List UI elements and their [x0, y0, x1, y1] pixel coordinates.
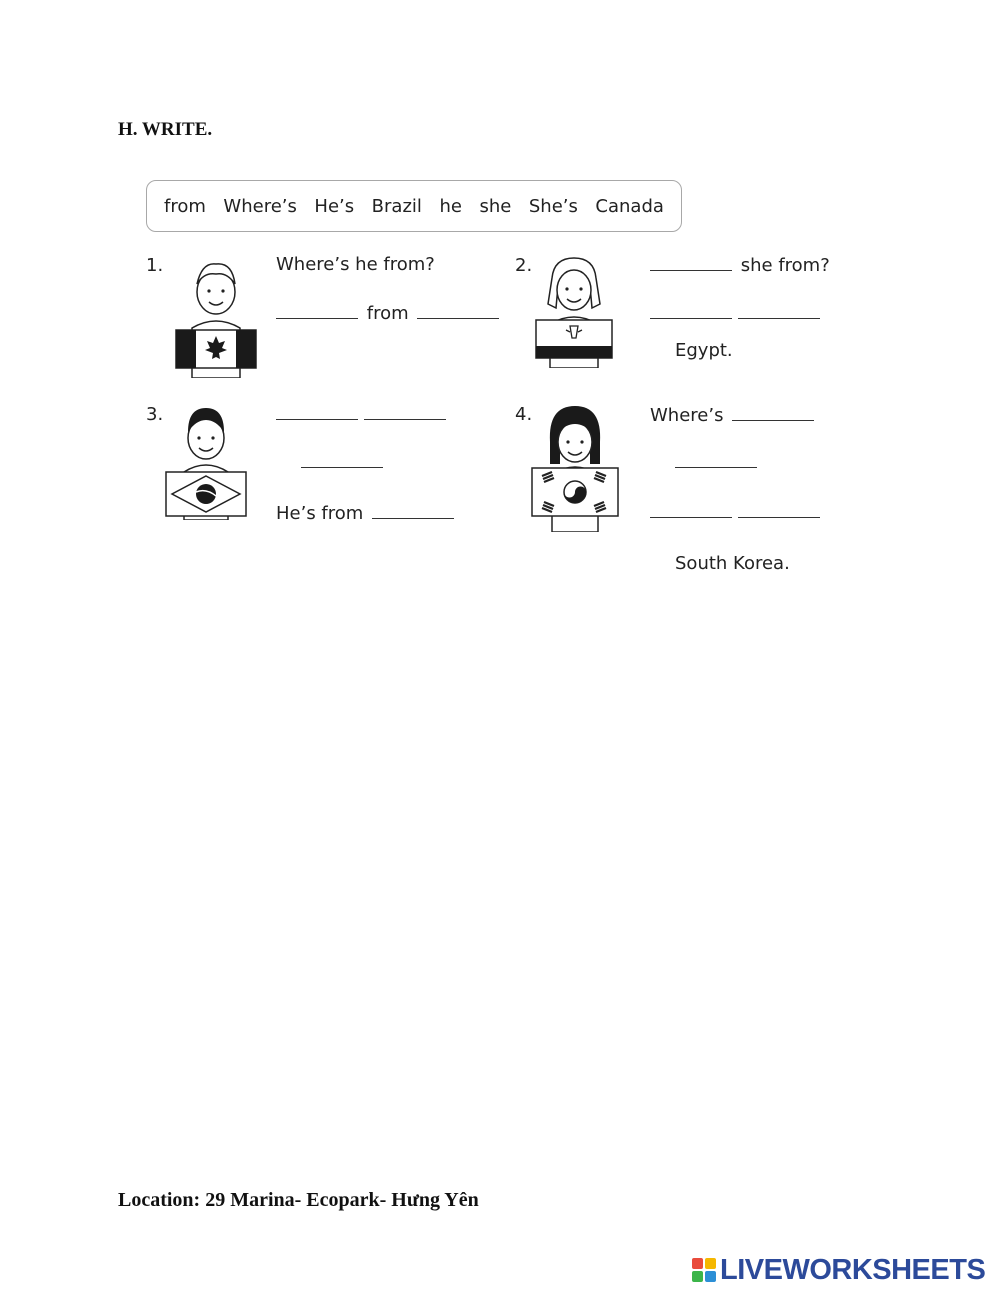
boy-brazil-flag-picture: [162, 404, 250, 520]
word-bank-item: she: [479, 195, 512, 217]
girl-egypt-flag-picture: [532, 252, 616, 368]
answer-blank[interactable]: [738, 318, 820, 319]
answer-blank[interactable]: [650, 318, 732, 319]
word-bank-item: Canada: [595, 195, 664, 217]
answer-blank[interactable]: [650, 270, 732, 271]
brand-watermark: [692, 1253, 985, 1287]
answer-blank[interactable]: [364, 419, 446, 420]
item-2-question-suffix: she from?: [740, 255, 830, 276]
item-2-question-line: [650, 255, 830, 276]
word-bank-item: He’s: [314, 195, 355, 217]
word-bank-item: Brazil: [371, 195, 422, 217]
answer-blank[interactable]: [650, 517, 732, 518]
item-1-answer-line: [276, 303, 502, 324]
item-1-answer-word: from: [366, 303, 409, 324]
liveworksheets-logo-icon: [692, 1258, 716, 1282]
answer-blank[interactable]: [276, 419, 358, 420]
item-3-answer-prefix: He’s from: [276, 503, 364, 524]
word-bank-item: from: [164, 195, 206, 217]
answer-blank[interactable]: [417, 318, 499, 319]
section-heading: H. WRITE.: [118, 119, 213, 140]
answer-blank[interactable]: [675, 467, 757, 468]
answer-blank[interactable]: [301, 467, 383, 468]
answer-blank[interactable]: [738, 517, 820, 518]
word-bank-item: he: [439, 195, 462, 217]
item-4-question-line: [650, 405, 817, 426]
item-4-number: 4.: [515, 404, 533, 425]
item-3-answer-line: [276, 503, 457, 524]
girl-south-korea-flag-picture: [528, 402, 622, 532]
answer-blank[interactable]: [276, 318, 358, 319]
boy-canada-flag-picture: [172, 254, 260, 378]
item-2-answer-end: Egypt.: [675, 340, 733, 361]
location-footer: Location: 29 Marina- Ecopark- Hưng Yên: [118, 1189, 479, 1211]
item-1-question: Where’s he from?: [276, 254, 435, 275]
word-bank-item: Where’s: [223, 195, 297, 217]
brand-name: LIVEWORKSHEETS: [720, 1253, 986, 1286]
word-bank: [146, 180, 682, 232]
item-4-question-prefix: Where’s: [650, 405, 724, 426]
answer-blank[interactable]: [732, 420, 814, 421]
item-4-answer-end: South Korea.: [675, 553, 790, 574]
word-bank-item: She’s: [528, 195, 578, 217]
item-3-number: 3.: [146, 404, 164, 425]
answer-blank[interactable]: [372, 518, 454, 519]
item-1-number: 1.: [146, 255, 164, 276]
item-2-number: 2.: [515, 255, 533, 276]
